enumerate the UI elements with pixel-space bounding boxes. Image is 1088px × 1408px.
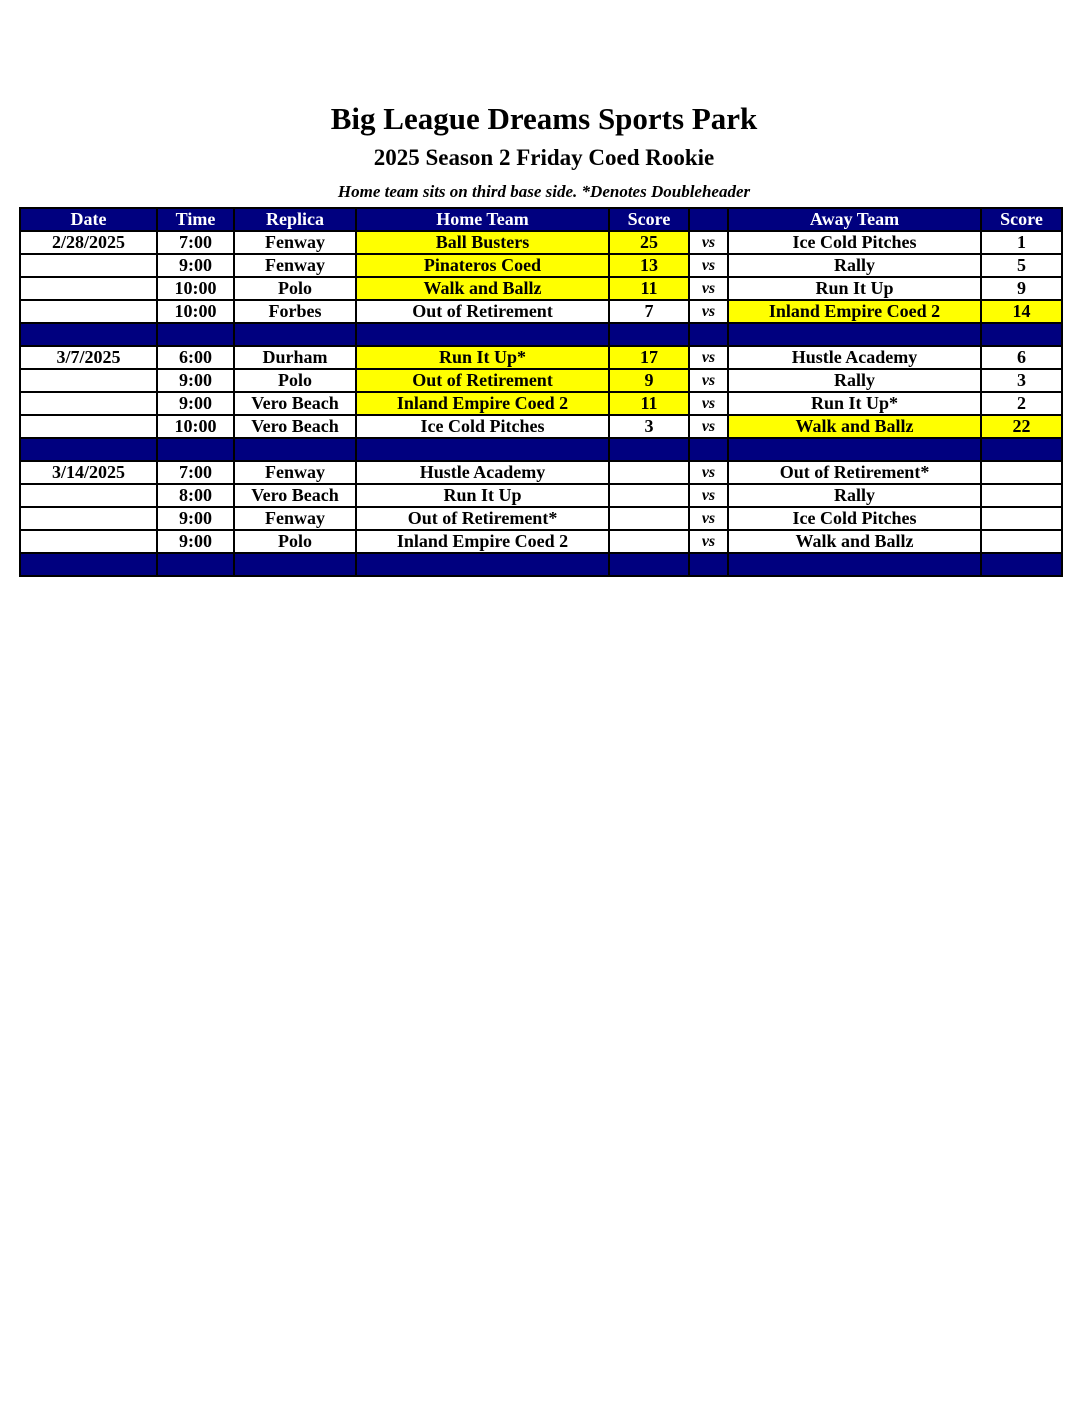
home-score: 17 [609, 346, 689, 369]
game-row [20, 369, 1062, 392]
vs-label: vs [689, 392, 728, 415]
header-time: Time [157, 208, 234, 231]
separator-cell [234, 438, 356, 461]
schedule-note: Home team sits on third base side. *Denotes Doubleheader [337, 182, 751, 201]
game-date [20, 484, 157, 507]
game-replica: Forbes [234, 300, 356, 323]
game-date [20, 392, 157, 415]
away-score: 22 [981, 415, 1062, 438]
home-score [609, 461, 689, 484]
vs-label: vs [689, 277, 728, 300]
home-team: Run It Up* [356, 346, 609, 369]
game-time: 9:00 [157, 392, 234, 415]
header-home-team: Home Team [356, 208, 609, 231]
game-replica: Fenway [234, 231, 356, 254]
game-replica: Vero Beach [234, 392, 356, 415]
game-time: 10:00 [157, 277, 234, 300]
game-row [20, 392, 1062, 415]
home-team: Ball Busters [356, 231, 609, 254]
header-away-score: Score [981, 208, 1062, 231]
game-time: 8:00 [157, 484, 234, 507]
separator-cell [981, 438, 1062, 461]
header-vs [689, 208, 728, 231]
separator-cell [356, 438, 609, 461]
game-replica: Polo [234, 277, 356, 300]
game-date [20, 300, 157, 323]
header-replica: Replica [234, 208, 356, 231]
game-row [20, 254, 1062, 277]
away-score: 2 [981, 392, 1062, 415]
game-replica: Vero Beach [234, 484, 356, 507]
home-team: Out of Retirement* [356, 507, 609, 530]
game-date: 3/14/2025 [20, 461, 157, 484]
away-score [981, 530, 1062, 553]
game-row [20, 231, 1062, 254]
separator-cell [689, 438, 728, 461]
game-replica: Fenway [234, 507, 356, 530]
header-home-score: Score [609, 208, 689, 231]
separator-cell [728, 438, 981, 461]
home-score [609, 484, 689, 507]
game-date [20, 530, 157, 553]
vs-label: vs [689, 231, 728, 254]
game-time: 10:00 [157, 300, 234, 323]
away-team: Rally [728, 369, 981, 392]
vs-label: vs [689, 254, 728, 277]
separator-cell [981, 553, 1062, 576]
away-team: Run It Up* [728, 392, 981, 415]
away-score [981, 507, 1062, 530]
game-date: 3/7/2025 [20, 346, 157, 369]
game-row [20, 415, 1062, 438]
game-row [20, 530, 1062, 553]
home-team: Walk and Ballz [356, 277, 609, 300]
away-score: 5 [981, 254, 1062, 277]
away-team: Run It Up [728, 277, 981, 300]
home-team: Inland Empire Coed 2 [356, 392, 609, 415]
away-score [981, 484, 1062, 507]
away-team: Hustle Academy [728, 346, 981, 369]
game-row [20, 300, 1062, 323]
game-replica: Vero Beach [234, 415, 356, 438]
game-row [20, 484, 1062, 507]
separator-cell [157, 438, 234, 461]
header-row [20, 208, 1062, 231]
schedule-table [19, 207, 1063, 577]
separator-cell [20, 323, 157, 346]
game-replica: Polo [234, 530, 356, 553]
separator-cell [609, 323, 689, 346]
separator-cell [728, 553, 981, 576]
header-away-team: Away Team [728, 208, 981, 231]
game-time: 7:00 [157, 461, 234, 484]
separator-cell [609, 438, 689, 461]
home-team: Out of Retirement [356, 369, 609, 392]
game-date [20, 277, 157, 300]
game-date [20, 507, 157, 530]
separator-cell [20, 438, 157, 461]
vs-label: vs [689, 530, 728, 553]
week-separator-row [20, 323, 1062, 346]
game-time: 9:00 [157, 254, 234, 277]
vs-label: vs [689, 369, 728, 392]
away-score: 6 [981, 346, 1062, 369]
separator-cell [20, 553, 157, 576]
separator-cell [609, 553, 689, 576]
schedule-body [20, 231, 1062, 576]
vs-label: vs [689, 346, 728, 369]
separator-cell [234, 323, 356, 346]
away-score [981, 461, 1062, 484]
separator-cell [689, 323, 728, 346]
game-date [20, 369, 157, 392]
home-score: 11 [609, 392, 689, 415]
separator-cell [157, 323, 234, 346]
vs-label: vs [689, 300, 728, 323]
away-score: 14 [981, 300, 1062, 323]
away-score: 3 [981, 369, 1062, 392]
separator-cell [356, 323, 609, 346]
vs-label: vs [689, 461, 728, 484]
separator-cell [689, 553, 728, 576]
home-score: 13 [609, 254, 689, 277]
game-time: 9:00 [157, 507, 234, 530]
game-date [20, 254, 157, 277]
game-date [20, 415, 157, 438]
away-team: Out of Retirement* [728, 461, 981, 484]
game-replica: Fenway [234, 254, 356, 277]
page-title: Big League Dreams Sports Park [330, 101, 758, 136]
home-team: Ice Cold Pitches [356, 415, 609, 438]
separator-cell [728, 323, 981, 346]
home-team: Out of Retirement [356, 300, 609, 323]
away-team: Walk and Ballz [728, 530, 981, 553]
away-team: Inland Empire Coed 2 [728, 300, 981, 323]
week-separator-row [20, 553, 1062, 576]
home-team: Pinateros Coed [356, 254, 609, 277]
home-score [609, 530, 689, 553]
home-team: Run It Up [356, 484, 609, 507]
header-date: Date [20, 208, 157, 231]
separator-cell [234, 553, 356, 576]
game-replica: Fenway [234, 461, 356, 484]
game-time: 9:00 [157, 369, 234, 392]
home-score: 11 [609, 277, 689, 300]
separator-cell [356, 553, 609, 576]
away-team: Rally [728, 254, 981, 277]
vs-label: vs [689, 415, 728, 438]
page-subtitle: 2025 Season 2 Friday Coed Rookie [373, 145, 715, 170]
game-row [20, 277, 1062, 300]
away-score: 1 [981, 231, 1062, 254]
home-score: 9 [609, 369, 689, 392]
home-team: Hustle Academy [356, 461, 609, 484]
game-time: 10:00 [157, 415, 234, 438]
game-time: 7:00 [157, 231, 234, 254]
away-team: Walk and Ballz [728, 415, 981, 438]
game-row [20, 346, 1062, 369]
week-separator-row [20, 438, 1062, 461]
home-score: 25 [609, 231, 689, 254]
game-time: 6:00 [157, 346, 234, 369]
game-replica: Polo [234, 369, 356, 392]
away-team: Rally [728, 484, 981, 507]
home-team: Inland Empire Coed 2 [356, 530, 609, 553]
vs-label: vs [689, 507, 728, 530]
separator-cell [157, 553, 234, 576]
home-score [609, 507, 689, 530]
vs-label: vs [689, 484, 728, 507]
away-team: Ice Cold Pitches [728, 231, 981, 254]
game-time: 9:00 [157, 530, 234, 553]
separator-cell [981, 323, 1062, 346]
game-row [20, 507, 1062, 530]
game-replica: Durham [234, 346, 356, 369]
away-team: Ice Cold Pitches [728, 507, 981, 530]
game-row [20, 461, 1062, 484]
away-score: 9 [981, 277, 1062, 300]
game-date: 2/28/2025 [20, 231, 157, 254]
home-score: 7 [609, 300, 689, 323]
home-score: 3 [609, 415, 689, 438]
